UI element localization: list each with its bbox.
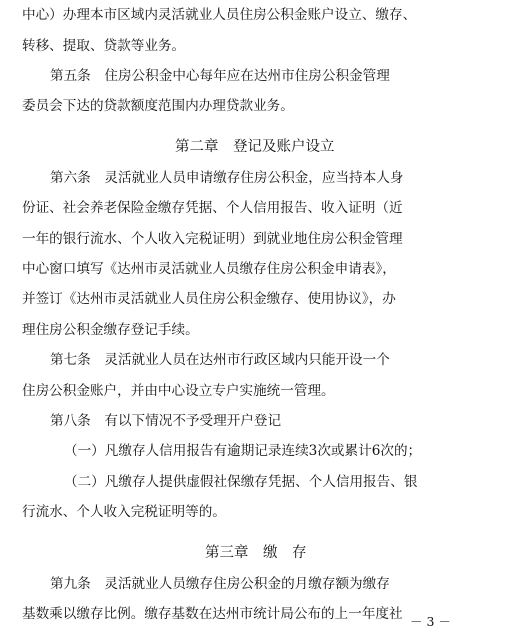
article-7-line: 第七条 灵活就业人员在达州市行政区域内只能开设一个 <box>50 352 390 368</box>
text-line: 中心窗口填写《达州市灵活就业人员缴存住房公积金申请表》， <box>22 261 396 277</box>
article-9-line: 第九条 灵活就业人员缴存住房公积金的月缴存额为缴存 <box>50 576 390 592</box>
article-8-line: 第八条 有以下情况不予受理开户登记 <box>50 413 282 429</box>
list-item-1: （一）凡缴存人信用报告有逾期记录连续3次或累计6次的； <box>64 443 422 459</box>
text-line: 中心）办理本市区域内灵活就业人员住房公积金账户设立、缴存、 <box>22 7 417 23</box>
text-line: 住房公积金账户，并由中心设立专户实施统一管理。 <box>22 383 335 399</box>
text-line: 并签订《达州市灵活就业人员住房公积金缴存、使用协议》，办 <box>22 291 396 307</box>
text-line: 转移、提取、贷款等业务。 <box>22 38 186 54</box>
text-line: 份证、社会养老保险金缴存凭据、个人信用报告、收入证明（近 <box>22 200 403 216</box>
page-number: － 3 － <box>410 614 451 629</box>
text-line: 理住房公积金缴存登记手续。 <box>22 322 199 338</box>
chapter-3-heading: 第三章 缴 存 <box>205 545 307 561</box>
chapter-2-heading: 第二章 登记及账户设立 <box>175 139 335 155</box>
article-5-line: 第五条 住房公积金中心每年应在达州市住房公积金管理 <box>50 68 390 84</box>
text-line: 一年的银行流水、个人收入完税证明）到就业地住房公积金管理 <box>22 231 403 247</box>
list-item-2: （二）凡缴存人提供虚假社保缴存凭据、个人信用报告、银 <box>64 474 418 490</box>
article-6-line: 第六条 灵活就业人员申请缴存住房公积金，应当持本人身 <box>50 170 404 186</box>
text-line: 基数乘以缴存比例。缴存基数在达州市统计局公布的上一年度社 <box>22 606 403 622</box>
text-line: 委员会下达的贷款额度范围内办理贷款业务。 <box>22 98 294 114</box>
text-line: 行流水、个人收入完税证明等的。 <box>22 504 226 520</box>
